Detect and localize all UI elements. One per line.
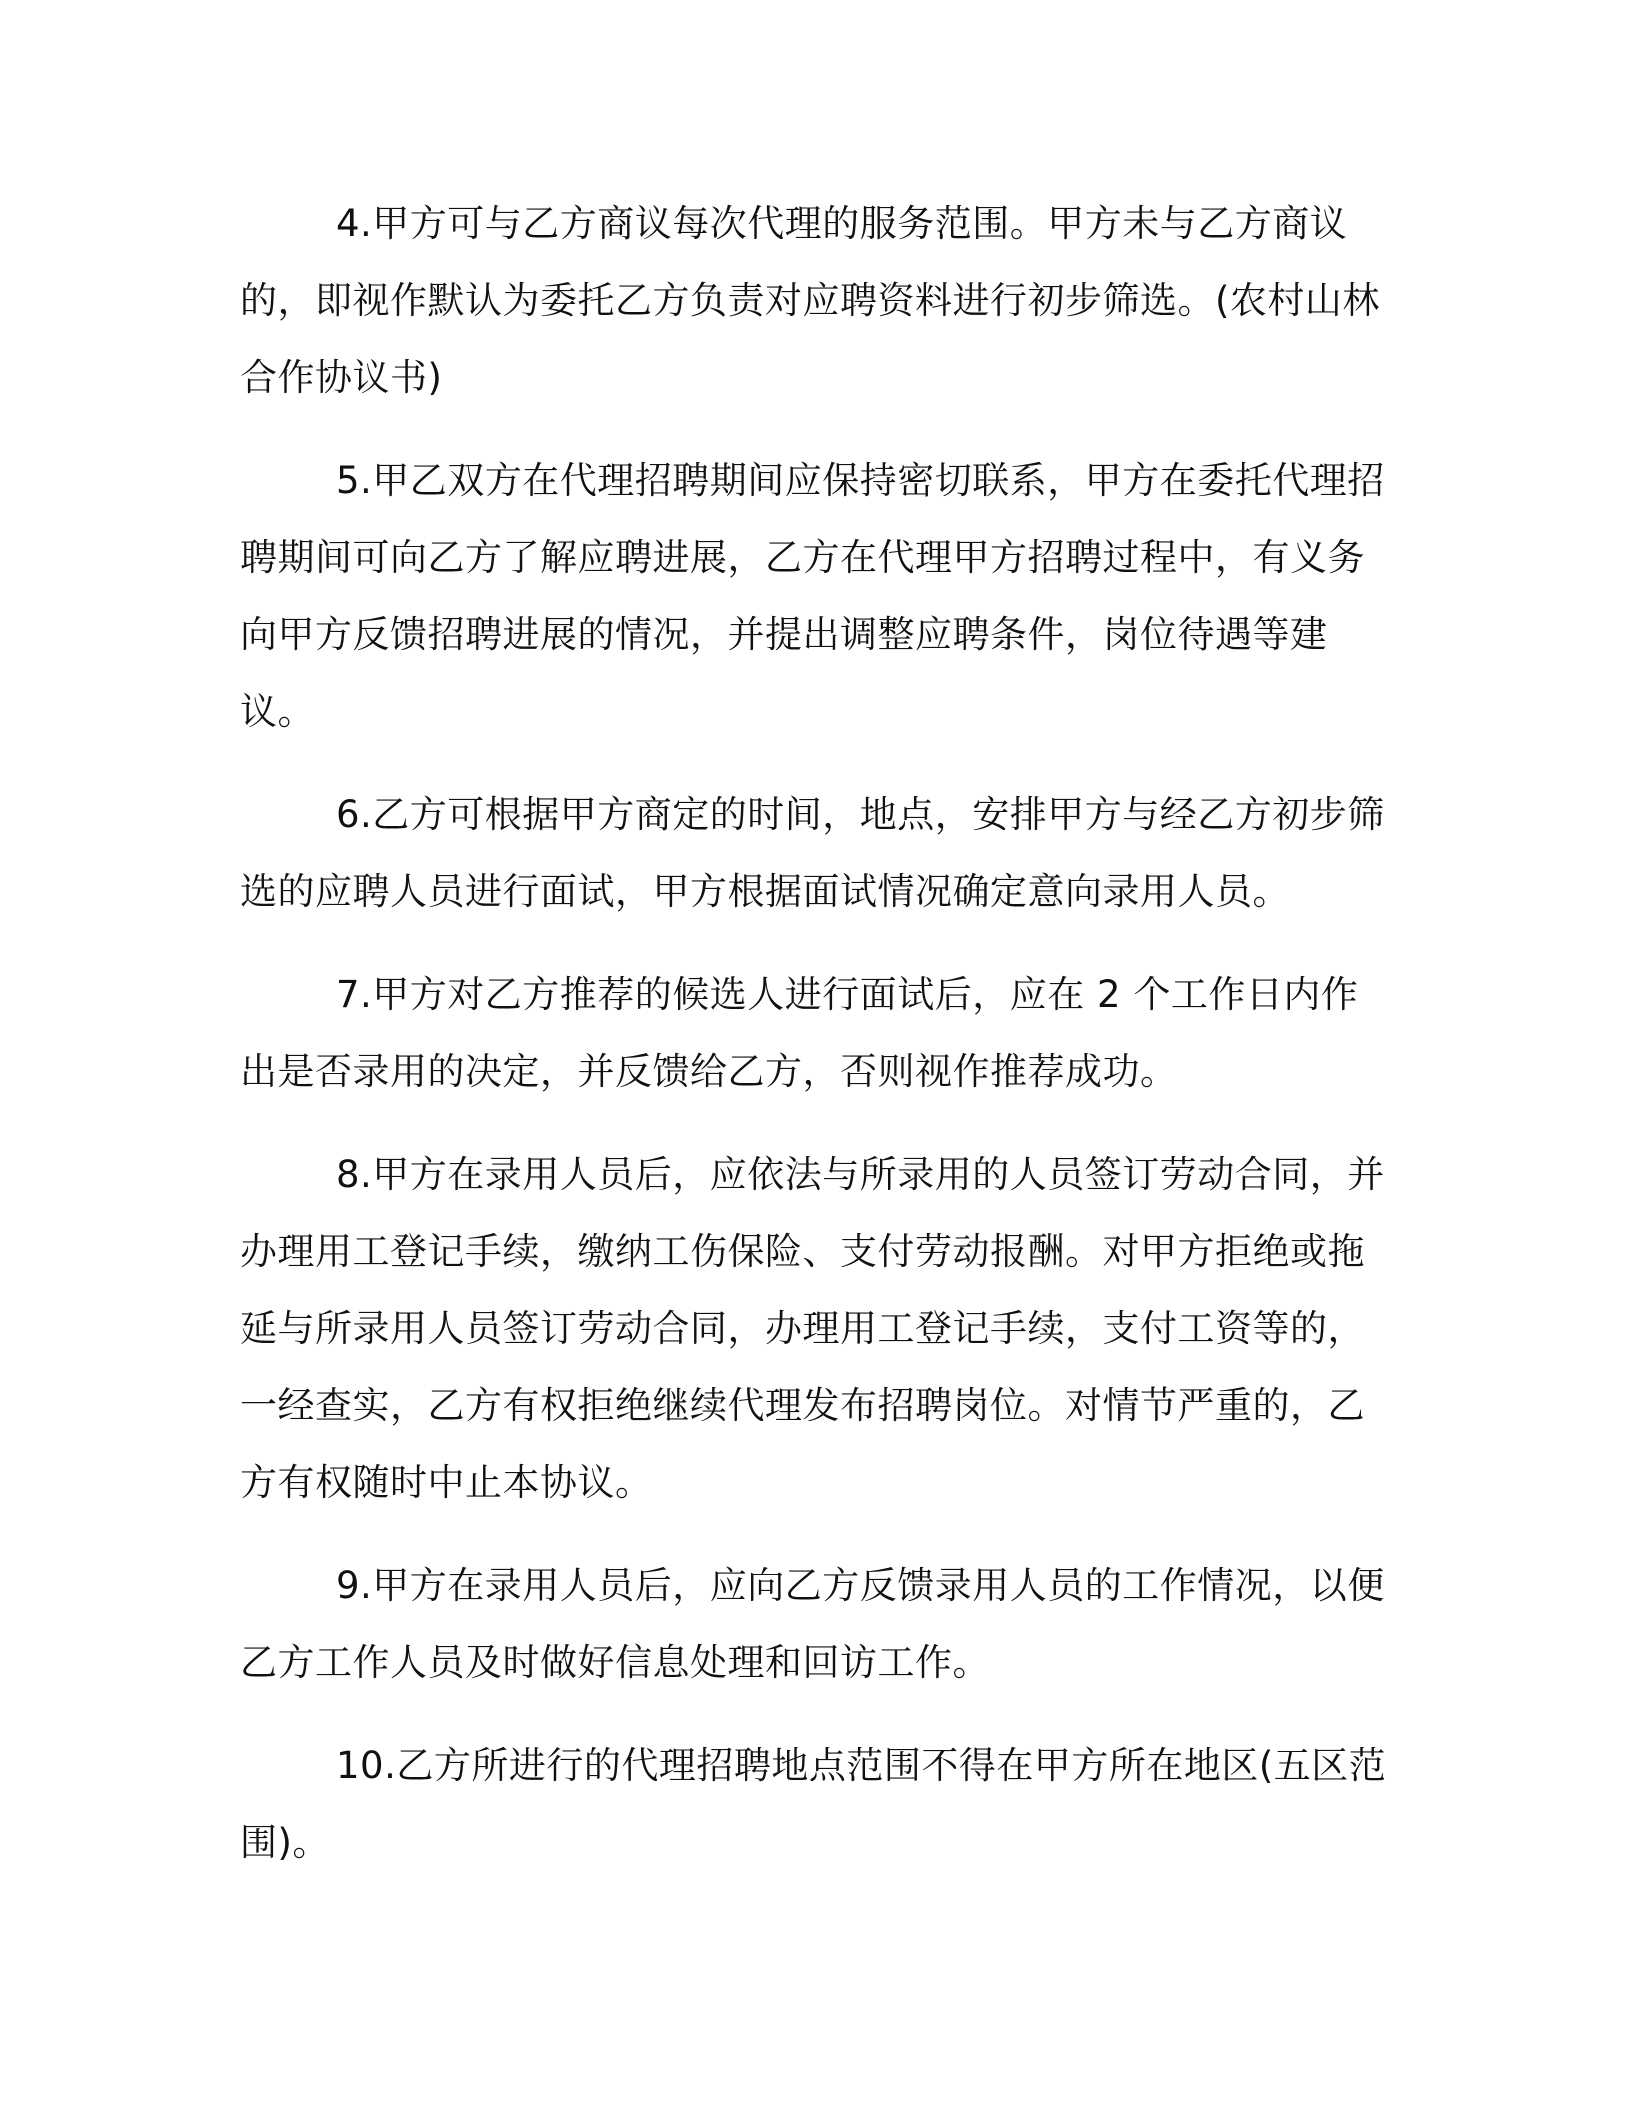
clause-5-paragraph: 5.甲乙双方在代理招聘期间应保持密切联系，甲方在委托代理招聘期间可向乙方了解应聘进展，乙方在代理甲方招聘过程中，有义务向甲方反馈招聘进展的情况，并提出调整应聘条件，岗位待遇等建议。 (240, 459, 1385, 733)
document-body (240, 185, 1390, 1907)
clause-7-paragraph: 7.甲方对乙方推荐的候选人进行面试后，应在 2 个工作日内作出是否录用的决定，并反馈给乙方，否则视作推荐成功。 (240, 973, 1359, 1093)
clause-9-paragraph: 9.甲方在录用人员后，应向乙方反馈录用人员的工作情况，以便乙方工作人员及时做好信息处理和回访工作。 (240, 1564, 1385, 1684)
clause-8-paragraph: 8.甲方在录用人员后，应依法与所录用的人员签订劳动合同，并办理用工登记手续，缴纳工伤保险、支付劳动报酬。对甲方拒绝或拖延与所录用人员签订劳动合同，办理用工登记手续，支付工资等的，一经查实，乙方有权拒绝继续代理发布招聘岗位。对情节严重的，乙方有权随时中止本协议。 (240, 1153, 1385, 1504)
clause-10-paragraph: 10.乙方所进行的代理招聘地点范围不得在甲方所在地区(五区范围)。 (240, 1744, 1387, 1864)
clause-4-paragraph: 4.甲方可与乙方商议每次代理的服务范围。甲方未与乙方商议的，即视作默认为委托乙方负责对应聘资料进行初步筛选。(农村山林合作协议书) (240, 202, 1380, 399)
clause-6-paragraph: 6.乙方可根据甲方商定的时间，地点，安排甲方与经乙方初步筛选的应聘人员进行面试，甲方根据面试情况确定意向录用人员。 (240, 793, 1385, 913)
